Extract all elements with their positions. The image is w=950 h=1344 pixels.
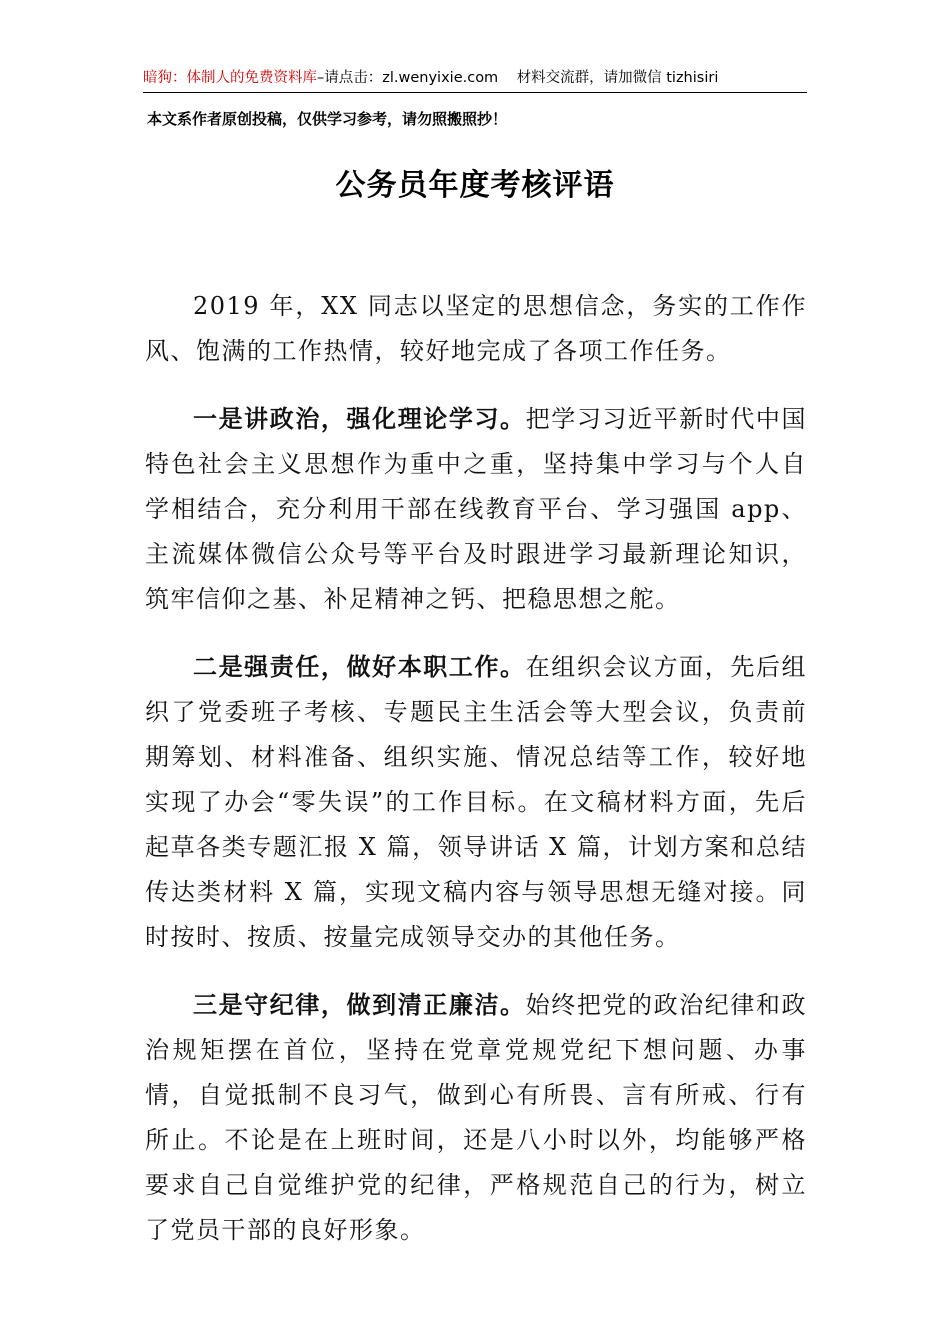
header-banner: [143, 66, 807, 93]
site-name: 暗狗：体制人的免费资料库: [143, 70, 317, 86]
document-body: [145, 284, 807, 1275]
section-paragraph: [145, 396, 807, 622]
document-title: 公务员年度考核评语: [335, 168, 615, 203]
section-lead: 三是守纪律，做到清正廉洁。: [193, 990, 526, 1019]
section-text: 把学习习近平新时代中国特色社会主义思想作为重中之重，坚持集中学习与个人自学相结合，充分利用干部在线教育平台、学习强国 app、主流媒体微信公众号等平台及时跟进学习最新理论知识，筑牢信仰之基、补足精神之钙、把稳思想之舵。: [145, 405, 808, 613]
section-text: 始终把党的政治纪律和政治规矩摆在首位，坚持在党章党规党纪下想问题、办事情，自觉抵制不良习气，做到心有所畏、言有所戒、行有所止。不论是在上班时间，还是八小时以外，均能够严格要求自己自觉维护党的纪律，严格规范自己的行为，树立了党员干部的良好形象。: [145, 991, 808, 1244]
section-paragraph: [145, 982, 807, 1253]
section-lead: 二是强责任，做好本职工作。: [193, 652, 526, 681]
click-prefix: –请点击：: [317, 70, 383, 86]
section-paragraph: [145, 644, 807, 960]
wechat-note: 材料交流群，请加微信 tizhisiri: [516, 70, 719, 86]
copyright-notice: 本文系作者原创投稿，仅供学习参考，请勿照搬照抄！: [147, 110, 508, 128]
section-text: 在组织会议方面，先后组织了党委班子考核、专题民主生活会等大型会议，负责前期筹划、材料准备、组织实施、情况总结等工作，较好地实现了办会“零失误”的工作目标。在文稿材料方面，先后起草各类专题汇报 X 篇，领导讲话 X 篇，计划方案和总结传达类材料 X 篇，实现文稿内容与领导思想无缝对接。同时按时、按质、按量完成领导交办的其他任务。: [145, 653, 808, 951]
intro-paragraph: 2019 年，XX 同志以坚定的思想信念，务实的工作作风、饱满的工作热情，较好地完成了各项工作任务。: [145, 292, 807, 365]
section-lead: 一是讲政治，强化理论学习。: [193, 404, 526, 433]
site-url-link[interactable]: zl.wenyixie.com: [382, 70, 499, 86]
